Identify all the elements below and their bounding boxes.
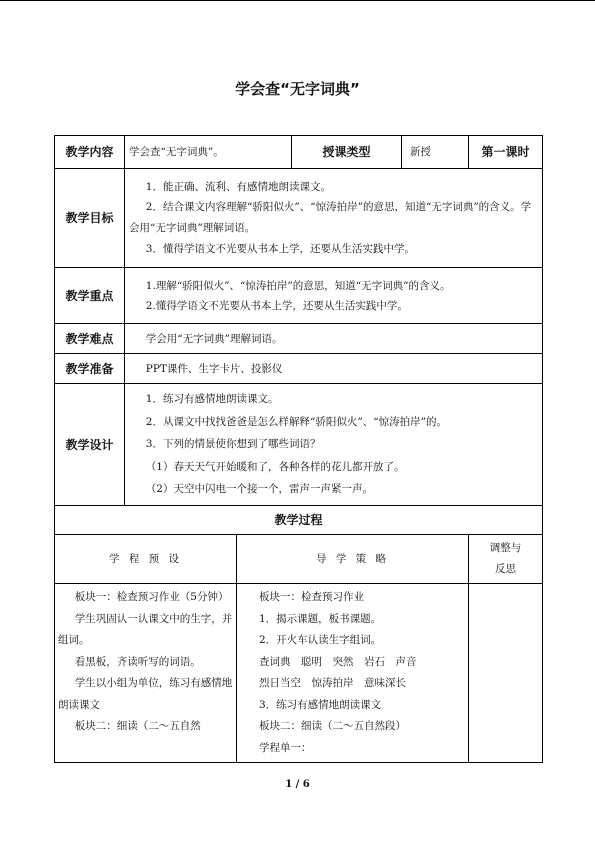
top-rule bbox=[0, 0, 595, 1]
objectives-row bbox=[55, 169, 543, 268]
objective-item: 2．结合课文内容理解“骄阳似火”、“惊涛拍岸”的意思，知道“无字词典”的含义。学会用“无字词典”理解词语。 bbox=[129, 201, 532, 234]
col3-header bbox=[469, 535, 543, 584]
design-content bbox=[125, 384, 543, 506]
objectives-label: 教学目标 bbox=[55, 169, 125, 268]
difficulty-row bbox=[55, 324, 543, 354]
student-activities bbox=[55, 584, 237, 763]
key-point-item: 2.懂得学语文不光要从书本上学，还要从生活实践中学。 bbox=[145, 299, 408, 312]
strategy-line: 烈日当空 惊涛拍岸 意味深长 bbox=[259, 677, 406, 689]
activity-line: 看黑板，齐读听写的词语。 bbox=[74, 655, 201, 668]
activity-line: 学生巩固认一认课文中的生字，并组词。 bbox=[58, 612, 233, 646]
content-value: 学会查“无字词典”。 bbox=[125, 136, 292, 169]
col1-header: 学 程 预 设 bbox=[55, 535, 237, 584]
strategy-line: 板块一：检查预习作业 bbox=[259, 591, 364, 603]
strategy-line: 2．开火车认读生字组词。 bbox=[259, 634, 382, 646]
session-label: 第一课时 bbox=[469, 136, 543, 169]
design-item: 2．从课文中找找爸爸是怎么样解释“骄阳似火”、“惊涛拍岸”的。 bbox=[145, 415, 447, 428]
difficulty-label: 教学难点 bbox=[55, 324, 125, 354]
activity-line: 板块二：细读（二～五自然 bbox=[74, 720, 201, 732]
objective-item: 3．懂得学语文不光要从书本上学，还要从生活实践中学。 bbox=[145, 243, 415, 255]
design-row bbox=[55, 384, 543, 506]
strategy-line: 板块二：细读（二～五自然段） bbox=[259, 720, 406, 732]
key-point-item: 1.理解“骄阳似火”、“惊涛拍岸”的意思，知道“无字词典”的含义。 bbox=[145, 279, 451, 292]
activity-line: 学生以小组为单位，练习有感情地朗读课文 bbox=[58, 677, 233, 711]
key-points-content bbox=[125, 268, 543, 324]
lesson-plan-table bbox=[54, 135, 542, 763]
page-number: 1 / 6 bbox=[285, 779, 310, 790]
strategy-line: 1．揭示课题，板书课题。 bbox=[259, 612, 382, 625]
preparation-value: PPT课件、生字卡片、投影仪 bbox=[125, 354, 543, 384]
design-label: 教学设计 bbox=[55, 384, 125, 506]
preparation-label: 教学准备 bbox=[55, 354, 125, 384]
page-title: 学会查“无字词典” bbox=[235, 80, 360, 98]
design-item: 1．练习有感情地朗读课文。 bbox=[145, 393, 279, 406]
col2-header: 导 学 策 略 bbox=[237, 535, 469, 584]
strategy-line: 学程单一： bbox=[259, 741, 312, 754]
strategy-line: 3．练习有感情地朗读课文 bbox=[259, 698, 382, 711]
process-columns-row bbox=[55, 535, 543, 584]
difficulty-value: 学会用“无字词典”理解词语。 bbox=[125, 324, 543, 354]
teaching-strategies bbox=[237, 584, 469, 763]
col3-header-line2: 反思 bbox=[495, 563, 517, 575]
design-item: 3．下列的情景使你想到了哪些词语？ bbox=[145, 438, 321, 451]
process-body-row bbox=[55, 584, 543, 763]
type-value: 新授 bbox=[402, 136, 469, 169]
process-header-row bbox=[55, 506, 543, 535]
process-header: 教学过程 bbox=[55, 506, 543, 535]
key-points-row bbox=[55, 268, 543, 324]
objectives-content bbox=[125, 169, 543, 268]
preparation-row bbox=[55, 354, 543, 384]
type-label: 授课类型 bbox=[292, 136, 402, 169]
content-label: 教学内容 bbox=[55, 136, 125, 169]
design-item: （1）春天天气开始暖和了，各种各样的花儿都开放了。 bbox=[145, 460, 405, 473]
design-item: （2）天空中闪电一个接一个，雷声一声紧一声。 bbox=[145, 483, 373, 496]
info-row bbox=[55, 136, 543, 169]
reflection-column bbox=[469, 584, 543, 763]
objective-item: 1．能正确、流利、有感情地朗读课文。 bbox=[145, 181, 331, 193]
col3-header-line1: 调整与 bbox=[489, 542, 522, 554]
strategy-line: 查词典 聪明 突然 岩石 声音 bbox=[259, 655, 417, 668]
activity-line: 板块一：检查预习作业（5分钟） bbox=[74, 591, 229, 603]
key-points-label: 教学重点 bbox=[55, 268, 125, 324]
